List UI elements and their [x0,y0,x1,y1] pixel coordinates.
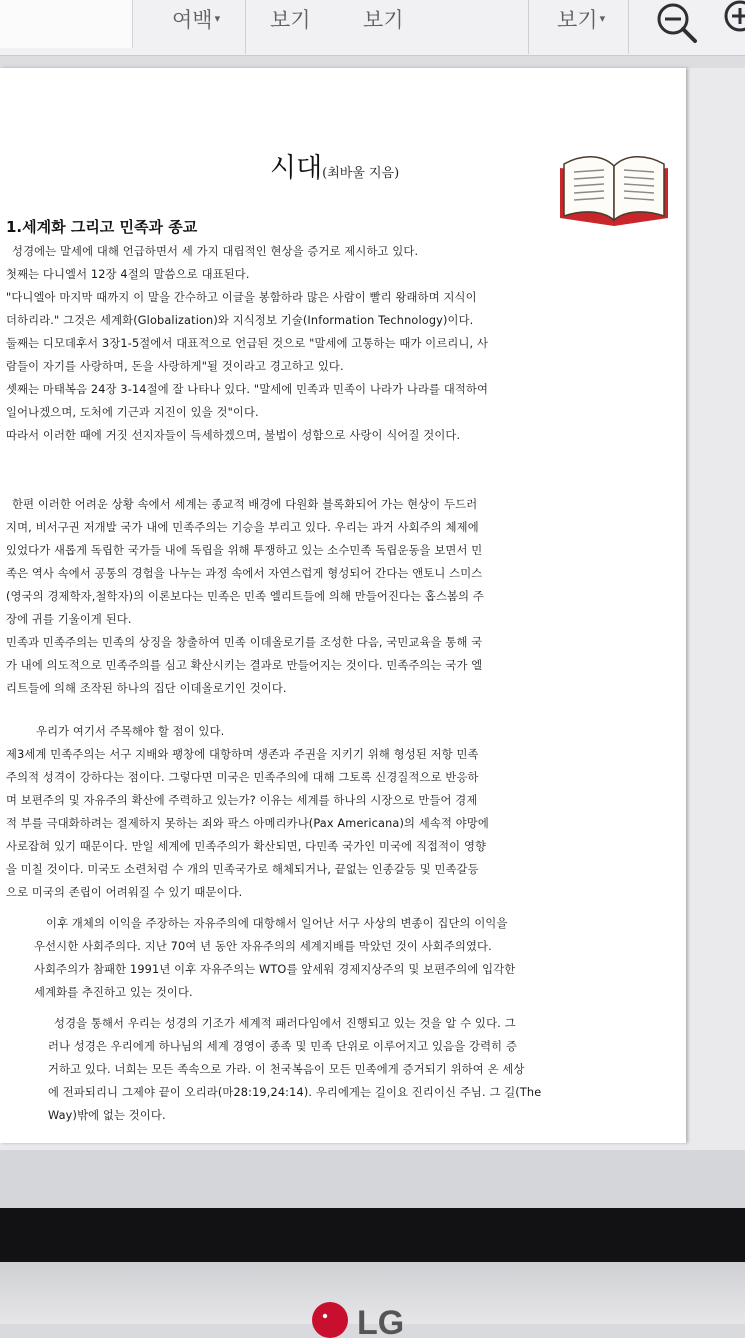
lg-logo-icon [305,1298,455,1338]
text-line: 성경에는 말세에 대해 언급하면서 세 가지 대립적인 현상을 증거로 제시하고 있다. [12,245,419,258]
text-line: 한편 이러한 어려운 상황 속에서 세계는 종교적 배경에 다원화 블록화되어 가는 현상이 두드러 [12,498,478,511]
text-line: 에 전파되리니 그제야 끝이 오리라(마28:19,24:14). 우리에게는 길이요 진리이신 주님. 그 길(The [48,1086,542,1099]
toolbar-divider [528,0,529,54]
chevron-down-icon: ▾ [599,12,606,25]
text-line: 며 보편주의 및 자유주의 확산에 주력하고 있는가? 이유는 세계를 하나의 시장으로 만들어 경제 [6,794,478,807]
text-line: 가 내에 의도적으로 민족주의를 심고 확산시키는 결과로 만들어지는 것이다. 민족주의는 국가 엘 [6,659,483,672]
text-line: 러나 성경은 우리에게 하나님의 세계 경영이 종족 및 민족 단위로 이루어지고 있음을 강력히 증 [48,1040,518,1053]
text-line: 사로잡혀 있기 때문이다. 만일 세계에 민족주의가 확산되면, 다민족 국가인 미국에 직접적이 영향 [6,840,487,853]
text-line: 장에 귀를 기울이게 된다. [6,613,132,626]
ribbon-toolbar [0,0,745,56]
toolbar-divider [245,0,246,54]
text-line: 셋째는 마태복음 24장 3-14절에 잘 나타나 있다. "말세에 민족과 민족이 나라가 나라를 대적하여 [6,383,489,396]
document-title-text: 시대 [270,153,323,184]
text-line: 있었다가 새롭게 독립한 국가들 내에 독립을 위해 투쟁하고 있는 소수민족 독립운동을 보면서 민 [6,544,483,557]
monitor-brand: LG [357,1304,405,1338]
window-bottom-area [0,1150,745,1210]
text-line: Way)밖에 없는 것이다. [48,1109,166,1122]
text-line: 첫째는 다니엘서 12장 4절의 말씀으로 대표된다. [6,268,250,281]
text-line: 족은 역사 속에서 공통의 경험을 나누는 과정 속에서 자연스럽게 형성되어 간다는 앤토니 스미스 [6,567,483,580]
view-menu-button[interactable] [557,4,605,34]
paragraph-2 [6,493,682,700]
text-line: 적 부를 극대화하려는 절제하지 못하는 죄와 팍스 아메리카나(Pax Americana)의 세속적 야망에 [6,817,489,830]
text-line: 이후 개체의 이익을 주장하는 자유주의에 대항해서 일어난 서구 사상의 변종이 집단의 이익을 [46,917,508,930]
text-line: (영국의 경제학자,철학자)의 이론보다는 민족은 민족 엘리트들에 의해 만들어진다는 홉스봄의 주 [6,590,484,603]
text-line: 일어나겠으며, 도처에 기근과 지진이 있을 것"이다. [6,406,259,419]
text-line: 제3세계 민족주의는 서구 지배와 팽창에 대항하며 생존과 주권을 지키기 위해 형성된 저항 민족 [6,748,479,761]
text-line: 더하리라." 그것은 세계화(Globalization)와 지식정보 기술(Information Technology)이다. [6,314,474,327]
view-button-2[interactable]: 보기 [363,8,404,32]
view-menu-label: 보기 [557,8,598,32]
text-line: "다니엘아 마지막 때까지 이 말을 간수하고 이글을 봉함하라 많은 사람이 빨리 왕래하며 지식이 [6,291,477,304]
text-line: 주의적 성격이 강하다는 점이다. 그렇다면 미국은 민족주의에 대해 그토록 신경질적으로 반응하 [6,771,479,784]
text-line: 거하고 있다. 너희는 모든 족속으로 가라. 이 천국복음이 모든 민족에게 증거되기 위하여 온 세상 [48,1063,525,1076]
margin-menu-label: 여백 [172,8,213,32]
text-line: 우리가 여기서 주목해야 할 점이 있다. [36,725,225,738]
text-line: 민족과 민족주의는 민족의 상징을 창출하여 민족 이데올로기를 조성한 다음, 국민교육을 통해 국 [6,636,483,649]
text-line: 따라서 이러한 때에 거짓 선지자들이 득세하겠으며, 불법이 성함으로 사랑이 식어질 것이다. [6,429,461,442]
text-line: 성경을 통해서 우리는 성경의 기조가 세계적 패러다임에서 진행되고 있는 것을 알 수 있다. 그 [54,1017,516,1030]
paragraph-4 [6,912,682,1004]
paragraph-3 [6,720,682,904]
document-page[interactable] [0,68,686,1143]
text-line: 으로 미국의 존립이 어려워질 수 있기 때문이다. [6,886,243,899]
paragraph-1 [6,240,682,447]
toolbar-blank-panel [0,0,133,48]
monitor-bezel [0,1208,745,1262]
text-line: 을 미칠 것이다. 미국도 소련처럼 수 개의 민족국가로 해체되거나, 끝없는 인종갈등 및 민족갈등 [6,863,479,876]
zoom-out-icon[interactable] [651,0,699,46]
document-author: (최바울 지음) [322,166,400,181]
text-line: 둘째는 디모데후서 3장1-5절에서 대표적으로 언급된 것으로 "말세에 고통하는 때가 이르리니, 사 [6,337,489,350]
zoom-in-icon[interactable] [718,0,745,40]
text-line: 지며, 비서구권 저개발 국가 내에 민족주의는 기승을 부리고 있다. 우리는 과거 사회주의 체제에 [6,521,479,534]
text-line: 우선시한 사회주의다. 지난 70여 년 동안 자유주의의 세계지배를 막았던 것이 사회주의였다. [34,940,492,953]
margin-menu-button[interactable] [172,4,220,34]
open-book-icon [552,148,676,226]
view-button-1[interactable]: 보기 [270,8,311,32]
document-title [270,146,399,185]
section-heading: 1.세계화 그리고 민족과 종교 [6,218,198,236]
text-line: 람들이 자기를 사랑하며, 돈을 사랑하게"될 것이라고 경고하고 있다. [6,360,344,373]
text-line: 사회주의가 참패한 1991년 이후 자유주의는 WTO를 앞세워 경제지상주의 및 보편주의에 입각한 [34,963,516,976]
toolbar-divider [628,0,629,54]
toolbar-shadow-strip [0,56,745,68]
chevron-down-icon: ▾ [214,12,221,25]
text-line: 세계화를 추진하고 있는 것이다. [34,986,193,999]
paragraph-5 [6,1012,682,1127]
text-line: 리트들에 의해 조작된 하나의 집단 이데올로기인 것이다. [6,682,287,695]
